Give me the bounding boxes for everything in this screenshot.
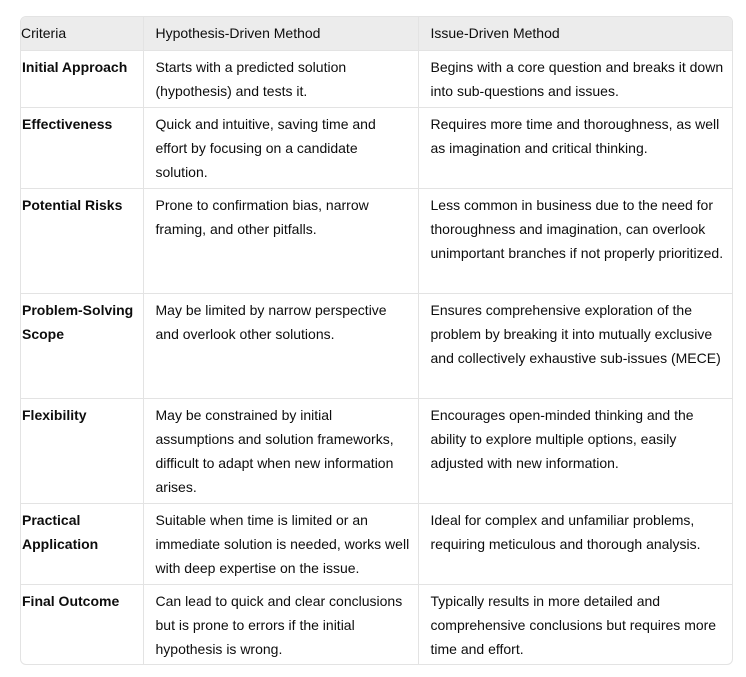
table-row (21, 293, 732, 398)
issue-cell: Encourages open-minded thinking and the ability to explore multiple options, easily adjusted with new information. (418, 398, 732, 503)
hypothesis-cell: Quick and intuitive, saving time and effort by focusing on a candidate solution. (143, 107, 418, 188)
hypothesis-cell: Suitable when time is limited or an immediate solution is needed, works well with deep expertise on the issue. (143, 503, 418, 584)
criteria-cell: Effectiveness (22, 115, 113, 132)
header-hypothesis-driven: Hypothesis-Driven Method (143, 17, 418, 50)
hypothesis-cell: Starts with a predicted solution (hypothesis) and tests it. (143, 50, 418, 107)
criteria-cell: Practical Application (22, 511, 99, 552)
issue-cell: Typically results in more detailed and comprehensive conclusions but requires more time and effort. (418, 584, 732, 664)
criteria-cell: Flexibility (22, 406, 87, 423)
criteria-cell: Potential Risks (22, 196, 123, 213)
table-row (21, 107, 732, 188)
hypothesis-cell: May be limited by narrow perspective and overlook other solutions. (143, 293, 418, 398)
header-issue-driven: Issue-Driven Method (418, 17, 732, 50)
criteria-cell: Final Outcome (22, 592, 120, 609)
hypothesis-cell: Can lead to quick and clear conclusions but is prone to errors if the initial hypothesis is wrong. (143, 584, 418, 664)
table-row (21, 503, 732, 584)
issue-cell: Requires more time and thoroughness, as well as imagination and critical thinking. (418, 107, 732, 188)
comparison-table-container (20, 16, 733, 665)
table-row (21, 188, 732, 293)
table-header (21, 17, 732, 50)
comparison-table (21, 17, 732, 664)
criteria-cell: Problem-Solving Scope (22, 301, 134, 342)
issue-cell: Ideal for complex and unfamiliar problems, requiring meticulous and thorough analysis. (418, 503, 732, 584)
table-body (21, 50, 732, 664)
table-row (21, 584, 732, 664)
table-row (21, 398, 732, 503)
criteria-cell: Initial Approach (22, 58, 128, 75)
hypothesis-cell: May be constrained by initial assumptions and solution frameworks, difficult to adapt when new information arises. (143, 398, 418, 503)
issue-cell: Less common in business due to the need for thoroughness and imagination, can overlook unimportant branches if not properly prioritized. (418, 188, 732, 293)
table-row (21, 50, 732, 107)
issue-cell: Ensures comprehensive exploration of the problem by breaking it into mutually exclusive and collectively exhaustive sub-issues (MECE) (418, 293, 732, 398)
issue-cell: Begins with a core question and breaks it down into sub-questions and issues. (418, 50, 732, 107)
header-row (21, 17, 732, 50)
hypothesis-cell: Prone to confirmation bias, narrow framing, and other pitfalls. (143, 188, 418, 293)
header-criteria: Criteria (21, 25, 67, 42)
